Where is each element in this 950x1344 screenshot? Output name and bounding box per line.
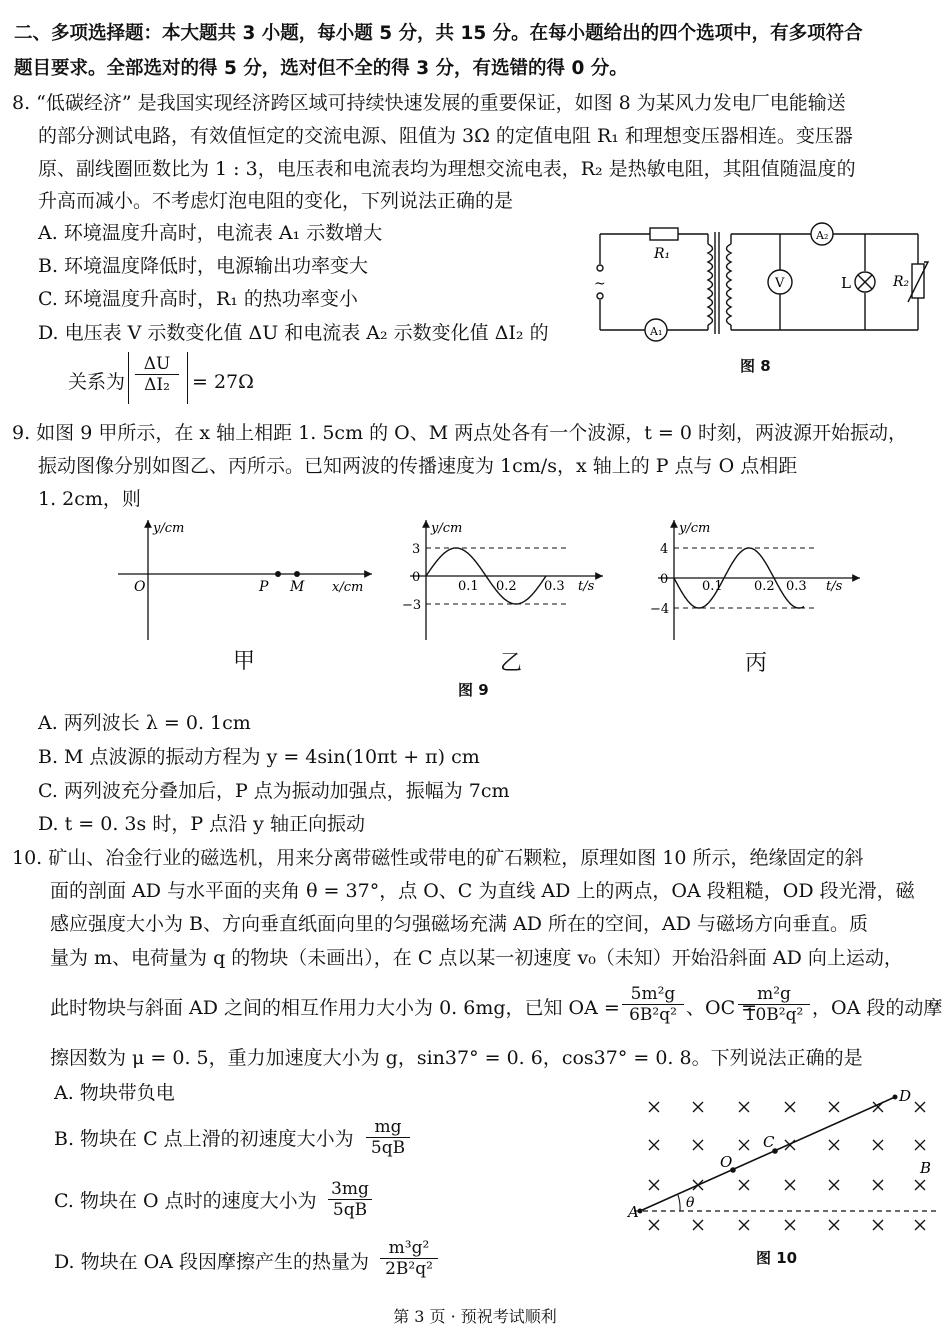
q10-line5-b: 、OC = xyxy=(686,997,758,1019)
q9-line: 1. 2cm，则 xyxy=(38,488,141,510)
fig10-o-label: O xyxy=(720,1153,733,1171)
q8-line: 的部分测试电路，有效值恒定的交流电源、阻值为 3Ω 的定值电阻 R₁ 和理想变压器相连。变压器 xyxy=(38,125,853,147)
q8-option-a: A. 环境温度升高时，电流表 A₁ 示数增大 xyxy=(38,222,383,244)
bing-amp-neg-label: −4 xyxy=(650,602,670,617)
q8-d-numerator: ΔU xyxy=(135,354,179,375)
fig8-v-label: V xyxy=(775,276,785,291)
q10-option-b: B. 物块在 C 点上滑的初速度大小为 xyxy=(54,1128,354,1150)
q8-option-b: B. 环境温度降低时，电源输出功率变大 xyxy=(38,255,369,277)
fig8-r1-label: R₁ xyxy=(654,246,671,262)
yi-origin: 0 xyxy=(412,570,421,585)
fig8-a2-label: A₂ xyxy=(816,229,829,242)
opt-c-denominator: 5qB xyxy=(332,1200,368,1220)
yi-amp-neg-label: −3 xyxy=(402,598,422,613)
q8-d-abs-fraction xyxy=(128,352,188,404)
yi-tick-0.3: 0.3 xyxy=(544,579,565,594)
fig8-ac-source: ~ xyxy=(594,276,606,292)
yi-amp-label: 3 xyxy=(412,542,421,557)
page-footer: 第 3 页 · 预祝考试顺利 xyxy=(393,1307,557,1326)
fig10-b-label: B xyxy=(920,1159,932,1177)
graph-bing-name: 丙 xyxy=(745,651,768,676)
q9-option-d: D. t = 0. 3s 时，P 点沿 y 轴正向振动 xyxy=(38,813,365,835)
q8-line: 8. “低碳经济” 是我国实现经济跨区域可持续快速发展的重要保证，如图 8 为某风力发电厂电能输送 xyxy=(12,92,846,114)
figure-10-caption: 图 10 xyxy=(756,1249,798,1267)
graph-jia xyxy=(110,516,380,646)
q8-option-d: D. 电压表 V 示数变化值 ΔU 和电流表 A₂ 示数变化值 ΔI₂ 的 xyxy=(38,322,549,344)
q10-line5-a: 此时物块与斜面 AD 之间的相互作用力大小为 0. 6mg，已知 OA = xyxy=(50,997,620,1019)
fig8-a1-label: A₁ xyxy=(650,325,663,338)
q10-line: 面的剖面 AD 与水平面的夹角 θ = 37°，点 O、C 为直线 AD 上的两点，OA 段粗糙，OD 段光滑，磁 xyxy=(50,880,915,902)
jia-p-label: P xyxy=(259,579,269,595)
q10-option-a: A. 物块带负电 xyxy=(54,1082,175,1104)
oa-numerator: 5m²g xyxy=(622,984,684,1005)
bing-origin: 0 xyxy=(660,572,669,587)
fig8-l-label: L xyxy=(841,274,851,292)
graph-bing xyxy=(646,516,866,646)
q8-line: 升高而减小。不考虑灯泡电阻的变化，下列说法正确的是 xyxy=(38,190,514,212)
yi-xlabel: t/s xyxy=(578,579,595,594)
yi-tick-0.1: 0.1 xyxy=(458,579,479,594)
figure-8-caption: 图 8 xyxy=(740,357,771,375)
opt-d-numerator: m³g² xyxy=(380,1238,438,1259)
q8-option-c: C. 环境温度升高时，R₁ 的热功率变小 xyxy=(38,288,358,310)
jia-origin: O xyxy=(134,579,146,595)
section-header-line2: 题目要求。全部选对的得 5 分，选对但不全的得 3 分，有选错的得 0 分。 xyxy=(14,58,628,79)
graph-yi xyxy=(398,516,608,646)
graph-jia-name: 甲 xyxy=(233,649,256,674)
q10-line: 感应强度大小为 B、方向垂直纸面向里的匀强磁场充满 AD 所在的空间，AD 与磁场方向垂直。质 xyxy=(50,913,869,935)
q10-line: 量为 m、电荷量为 q 的物块（未画出），在 C 点以某一初速度 v₀（未知）开始沿斜面 AD 向上运动， xyxy=(50,947,903,969)
jia-ylabel: y/cm xyxy=(153,521,185,536)
opt-b-denominator: 5qB xyxy=(370,1138,406,1158)
oc-numerator: m²g xyxy=(738,984,810,1005)
oc-denominator: 10B²q² xyxy=(744,1005,804,1025)
q10-line: 10. 矿山、冶金行业的磁选机，用来分离带磁性或带电的矿石颗粒，原理如图 10 所示，绝缘固定的斜 xyxy=(12,847,864,869)
q8-line: 原、副线圈匝数比为 1 : 3，电压表和电流表均为理想交流电表，R₂ 是热敏电阻，其阻值随温度的 xyxy=(38,158,856,180)
bing-tick-0.2: 0.2 xyxy=(754,579,775,594)
bing-amp-label: 4 xyxy=(660,542,669,557)
q9-line: 9. 如图 9 甲所示，在 x 轴上相距 1. 5cm 的 O、M 两点处各有一个波源，t = 0 时刻，两波源开始振动， xyxy=(12,422,907,444)
q9-option-c: C. 两列波充分叠加后，P 点为振动加强点，振幅为 7cm xyxy=(38,780,510,802)
q8-d-denominator: ΔI₂ xyxy=(144,375,170,395)
bing-tick-0.1: 0.1 xyxy=(702,579,723,594)
q10-option-d: D. 物块在 OA 段因摩擦产生的热量为 xyxy=(54,1251,370,1273)
opt-b-numerator: mg xyxy=(366,1117,410,1138)
fig10-a-label: A xyxy=(628,1203,639,1221)
figure-10-magnetic-field xyxy=(620,1085,940,1235)
jia-m-label: M xyxy=(290,579,305,595)
oa-denominator: 6B²q² xyxy=(629,1005,677,1025)
q9-option-a: A. 两列波长 λ = 0. 1cm xyxy=(38,712,251,734)
bing-xlabel: t/s xyxy=(826,579,843,594)
bing-tick-0.3: 0.3 xyxy=(786,579,807,594)
q10-line5-c: ，OA 段的动摩 xyxy=(812,997,943,1019)
section-header-line1: 二、多项选择题：本大题共 3 小题，每小题 5 分，共 15 分。在每小题给出的四个选项中，有多项符合 xyxy=(14,23,863,44)
q10-line6: 擦因数为 μ = 0. 5，重力加速度大小为 g，sin37° = 0. 6，cos37° = 0. 8。下列说法正确的是 xyxy=(50,1047,863,1069)
q8-d-suffix: = 27Ω xyxy=(192,371,254,393)
fig10-d-label: D xyxy=(899,1087,912,1105)
yi-ylabel: y/cm xyxy=(431,521,463,536)
figure-9-caption: 图 9 xyxy=(458,681,489,699)
jia-xlabel: x/cm xyxy=(332,580,364,595)
yi-tick-0.2: 0.2 xyxy=(496,579,517,594)
fig10-theta-label: θ xyxy=(686,1195,695,1211)
q9-line: 振动图像分别如图乙、丙所示。已知两波的传播速度为 1cm/s，x 轴上的 P 点与 O 点相距 xyxy=(38,455,798,477)
fig8-r2-label: R₂ xyxy=(893,274,910,290)
q9-option-b: B. M 点波源的振动方程为 y = 4sin(10πt + π) cm xyxy=(38,746,480,768)
bing-ylabel: y/cm xyxy=(679,521,711,536)
opt-c-numerator: 3mg xyxy=(328,1179,372,1200)
figure-8-circuit xyxy=(590,222,935,346)
opt-d-denominator: 2B²q² xyxy=(385,1259,433,1279)
q8-d-prefix: 关系为 xyxy=(68,371,126,393)
graph-yi-name: 乙 xyxy=(500,651,523,676)
q10-option-c: C. 物块在 O 点时的速度大小为 xyxy=(54,1190,317,1212)
fig10-c-label: C xyxy=(763,1133,775,1151)
